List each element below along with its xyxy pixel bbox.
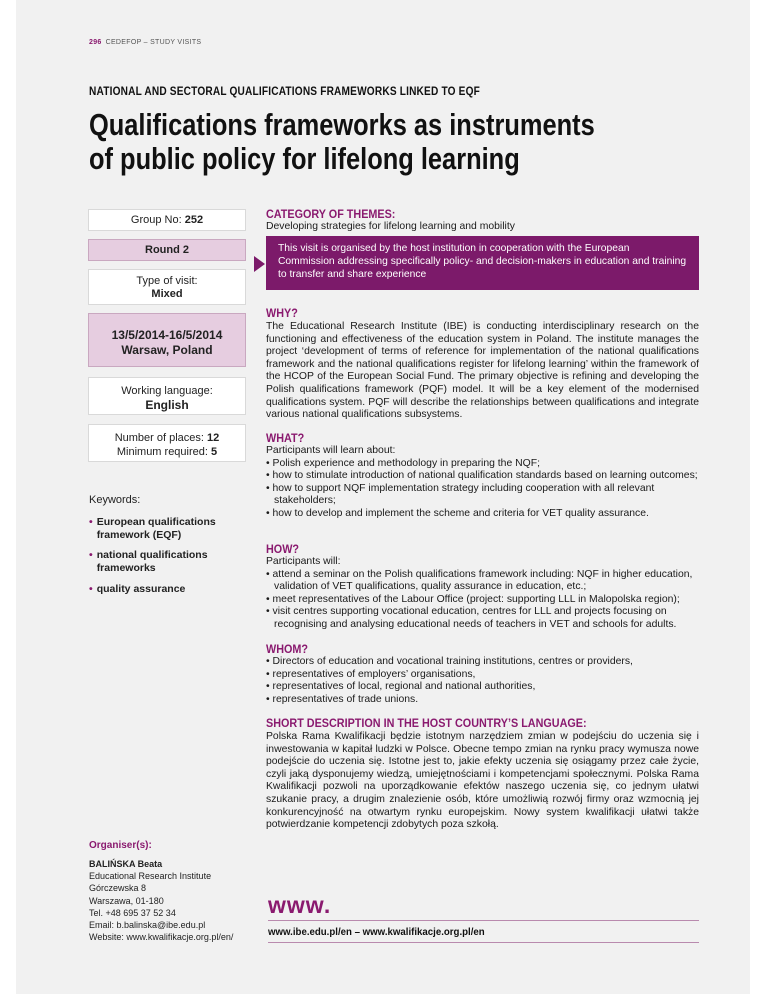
running-title: CEDEFOP – STUDY VISITS [105,39,202,46]
page-title [89,108,679,176]
how-list [266,556,699,632]
whom-list [266,656,699,706]
divider [268,920,699,921]
section-label: NATIONAL AND SECTORAL QUALIFICATIONS FRAMEWORKS LINKED TO EQF [89,86,480,98]
list-item: • Polish experience and methodology in preparing the NQF; [266,457,540,469]
list-item: • how to stimulate introduction of national qualification standards based on learning outcomes; [266,470,698,482]
list-item: • how to develop and implement the scheme and criteria for VET quality assurance. [266,507,649,519]
places-value: 12 [207,432,220,444]
visit-dates: 13/5/2014-16/5/2014 [111,328,223,342]
list-item: • meet representatives of the Labour Office (project: supporting LLL in Malopolska region); [266,593,680,605]
title-line-1: Qualifications frameworks as instruments [89,107,595,142]
list-item: • representatives of employers’ organisations, [266,668,476,680]
places-box [88,424,246,462]
divider [268,942,699,943]
why-heading: WHY? [266,306,298,320]
list-item: • visit centres supporting vocational education, centres for LLL and projects focusing on recognising and analysing educational needs of teachers in VET and schools for adults. [266,606,677,630]
visit-banner: This visit is organised by the host institution in cooperation with the European Commission addressing specifically policy- and decision-makers in education and training to transfer and share experience [266,236,699,290]
organiser-title: Organiser(s): [89,840,152,851]
list-item: • representatives of local, regional and national authorities, [266,681,536,693]
language-label: Working language: [121,385,213,397]
organiser-city: Warszawa, 01-180 [89,895,164,906]
places-line [89,431,245,445]
short-desc-heading: SHORT DESCRIPTION IN THE HOST COUNTRY’S LANGUAGE: [266,716,587,730]
list-item: • attend a seminar on the Polish qualifications framework including: NQF in higher education, validation of VET qualifications, quality assurance in education, etc.; [266,568,693,593]
keyword-item: • quality assurance [89,583,186,595]
organiser-details [89,858,233,943]
www-label: www. [268,892,332,918]
list-item: • representatives of trade unions. [266,693,419,705]
language-box [88,377,246,415]
short-desc-text: Polska Rama Kwalifikacji będzie istotnym narzędziem zmian w podejściu do uczenia się i inwestowania w kapitał ludzki w Polsce. Obecne tempo zmian na rynku pracy wymusza nowe podejście do uczenia się. Istotne jest to, jakie efekty uczenia się osiągamy przez całe życie, czyli jaką dysponujemy wiedzą, umiejętnościami i kompetencjami społecznymi. Polska Rama Kwalifikacji pozwoli na uporządkowanie efektów naszego uczenia się, co jednym ułatwi szukanie pracy, a drugim znalezienie osób, które umożliwią rozwój firmy oraz wzmocnią jej konkurencyjność na otwartym rynku europejskim. Nowy system kwalifikacji ułatwi także potwierdzanie kompetencji zdobytych poza szkołą. [266,731,699,831]
organiser-institution: Educational Research Institute [89,871,212,882]
category-heading: CATEGORY OF THEMES: [266,207,396,221]
min-label: Minimum required: [116,446,208,458]
organiser-website[interactable]: Website: www.kwalifikacje.org.pl/en/ [89,932,234,943]
round-box: Round 2 [88,239,246,261]
how-heading: HOW? [266,542,299,556]
page-number: 296 [89,39,102,46]
visit-location: Warsaw, Poland [121,343,213,357]
whom-heading: WHOM? [266,642,308,656]
list-item: • Directors of education and vocational training institutions, centres or providers, [266,656,633,667]
min-value: 5 [211,446,218,458]
group-box [88,209,246,231]
group-label: Group No: [130,214,182,226]
running-header [89,39,201,46]
what-intro: Participants will learn about: [266,445,396,456]
title-line-2: of public policy for lifelong learning [89,141,520,176]
language-value: English [145,398,189,412]
visit-type-label: Type of visit: [136,275,198,287]
organiser-tel: Tel. +48 695 37 52 34 [89,907,176,918]
min-line [89,445,245,459]
banner-arrow-icon [254,256,265,272]
organiser-street: Górczewska 8 [89,883,147,894]
visit-type-box [88,269,246,305]
dates-box [88,313,246,367]
places-label: Number of places: [114,432,204,444]
list-item: • how to support NQF implementation strategy including cooperation with all relevant stakeholders; [266,482,655,507]
why-text: The Educational Research Institute (IBE) is conducting interdisciplinary research on the functioning and effectiveness of the education system in Poland. The institute manages the project ‘development of terms of reference for implementation of the national qualifications framework and the national qualifications register for lifelong learning’ within the framework of the HCOP of the European Social Fund. The primary objective is refining and developing the Polish qualifications framework (PQF) model. It will be a key element of the modernised qualifications system. PQF will describe the relationships between qualifications and integrate various national qualifications subsystems. [266,321,699,421]
group-value: 252 [184,214,204,226]
keyword-item: • European qualifications framework (EQF) [89,516,216,541]
what-heading: WHAT? [266,431,305,445]
keywords-title: Keywords: [89,494,141,506]
keyword-item: • national qualifications frameworks [89,549,208,574]
organiser-email[interactable]: Email: b.balinska@ibe.edu.pl [89,920,206,931]
what-list [266,445,699,521]
visit-type-value: Mixed [151,288,183,300]
web-links[interactable]: www.ibe.edu.pl/en – www.kwalifikacje.org.pl/en [268,926,485,938]
organiser-name: BALIŃSKA Beata [89,859,163,869]
category-text: Developing strategies for lifelong learning and mobility [266,221,515,232]
how-intro: Participants will: [266,556,341,567]
